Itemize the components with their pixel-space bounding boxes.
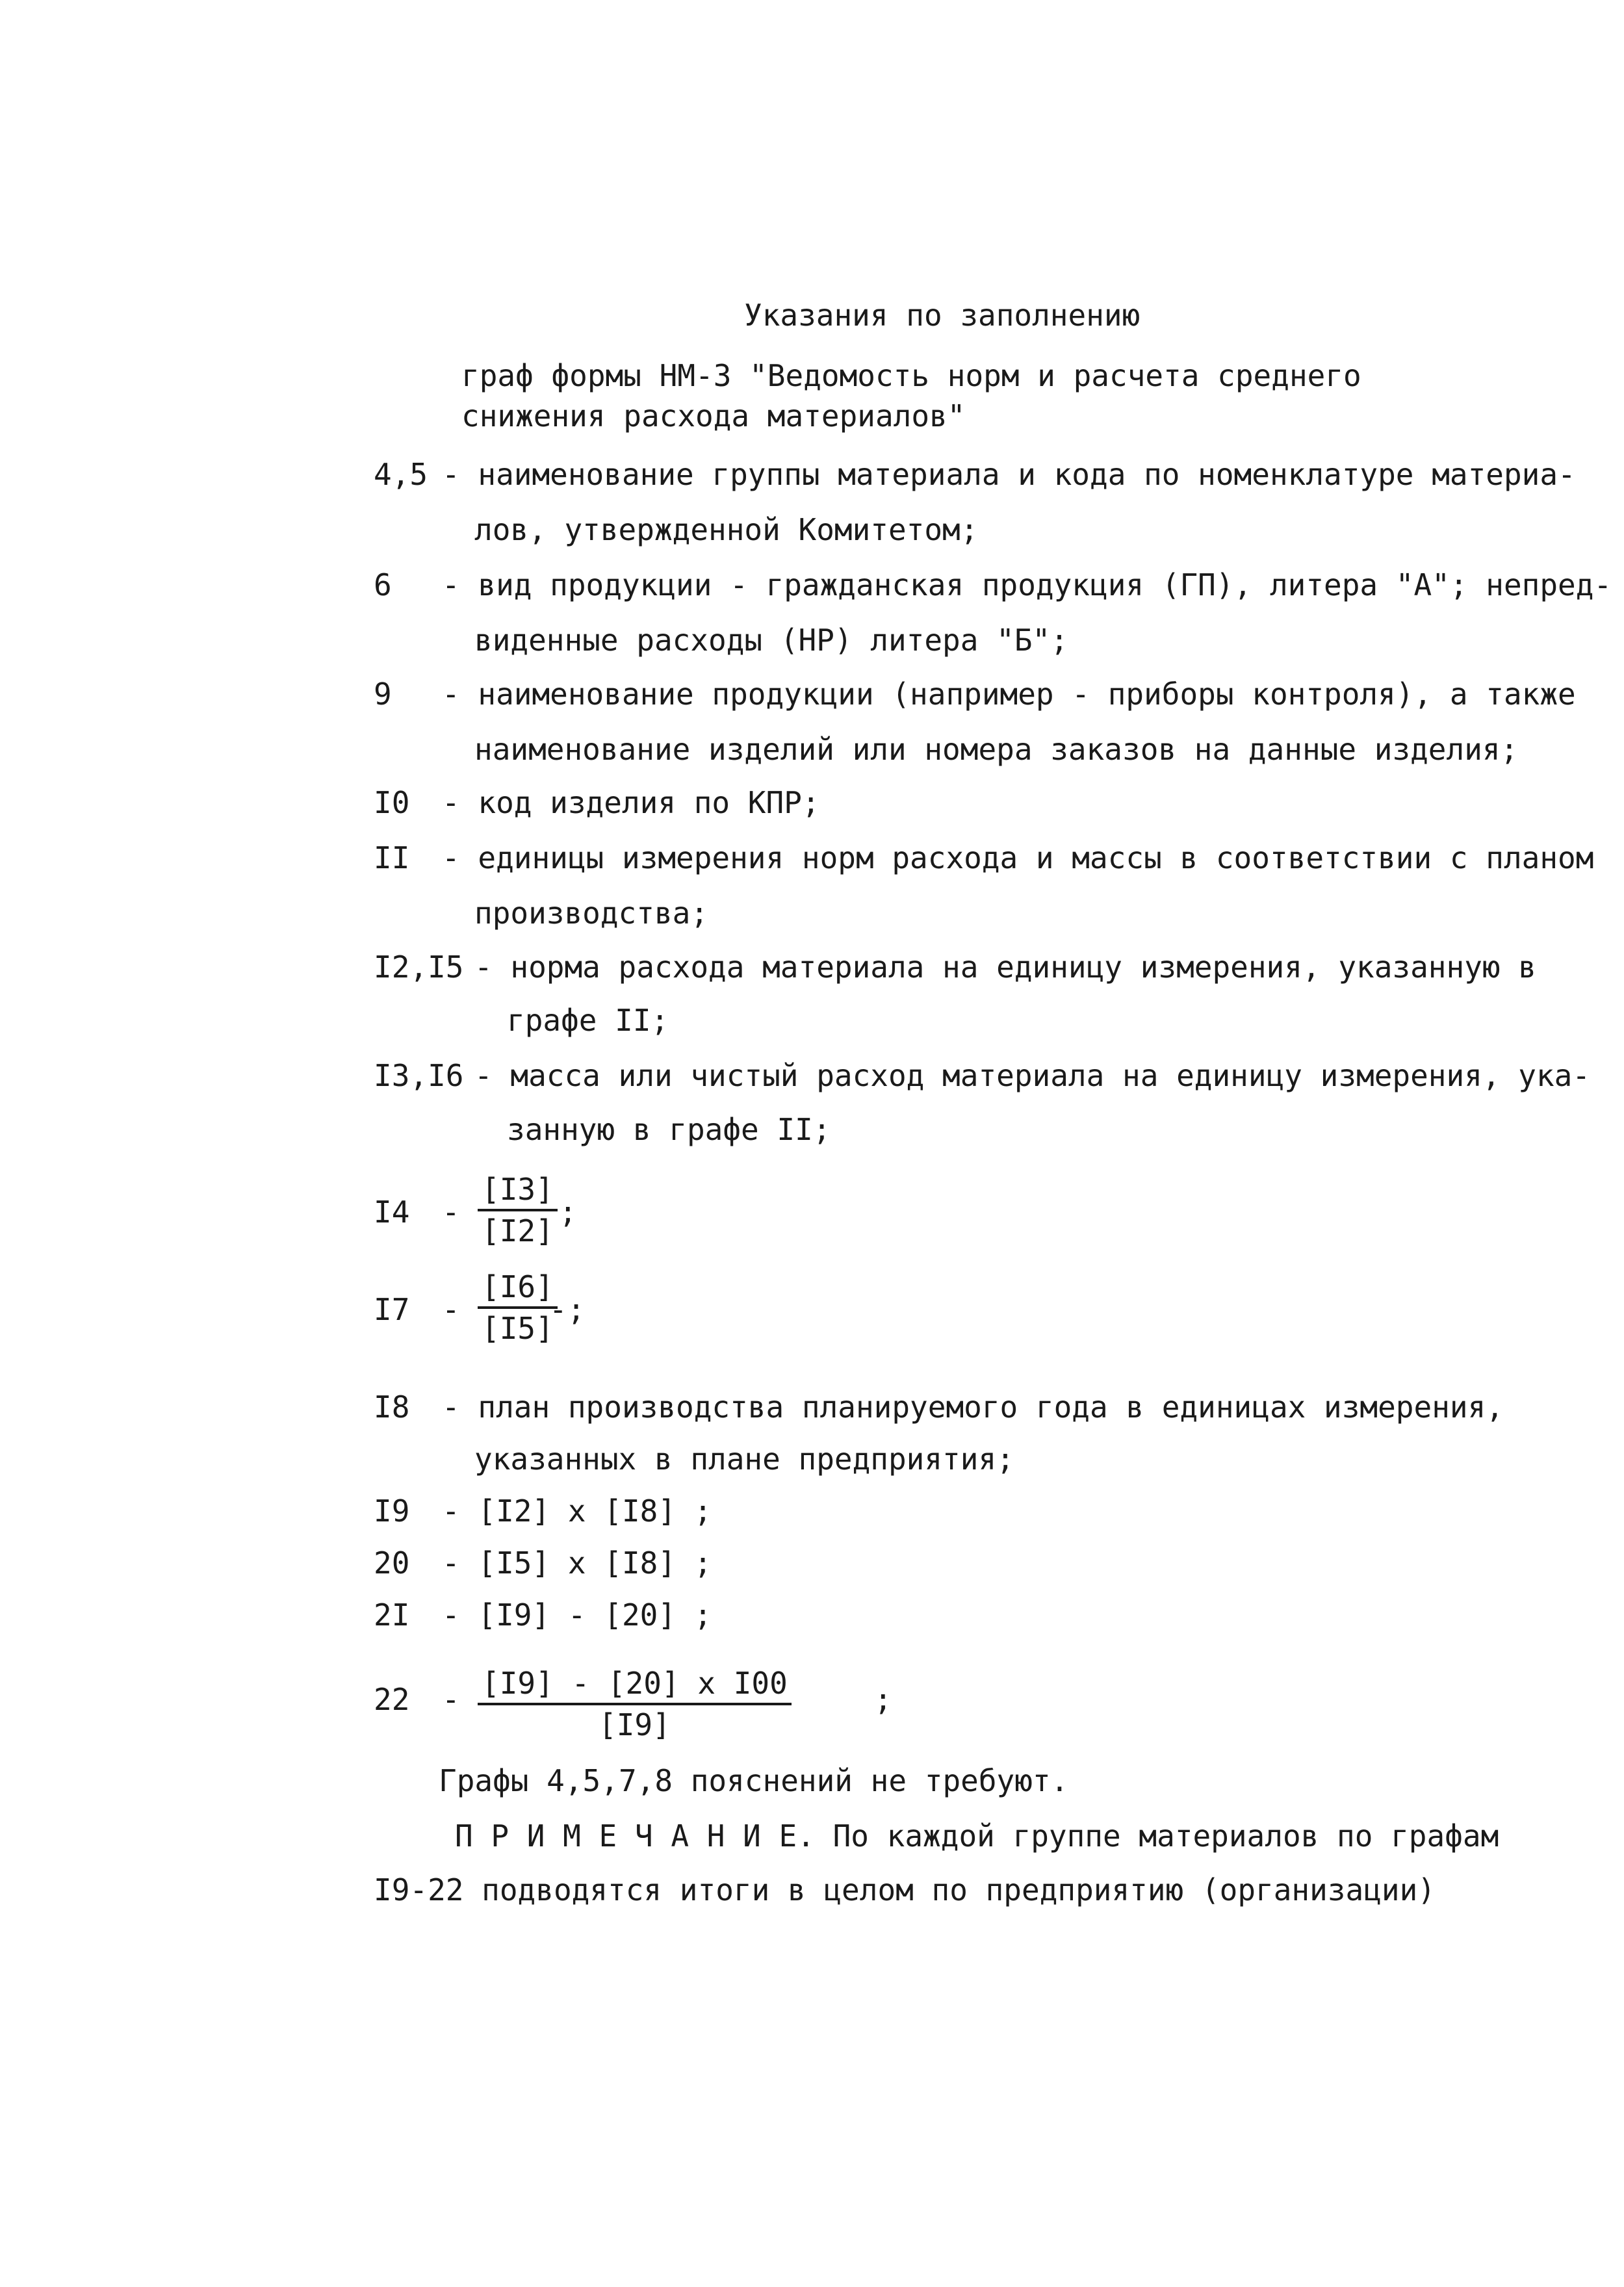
item-text: - план производства планируемого года в единицах измерения, xyxy=(442,1389,1504,1425)
item-num: I0 xyxy=(374,785,410,820)
formula-dash: - xyxy=(442,1292,460,1327)
formula-num: 2I xyxy=(374,1597,410,1633)
denominator: [I5] xyxy=(482,1311,554,1346)
item-text: - норма расхода материала на единицу измерения, указанную в xyxy=(474,950,1536,985)
item-num: 6 xyxy=(374,567,392,602)
item-text: - наименование продукции (например - приборы контроля), а также xyxy=(442,677,1576,712)
item-num: I3,I6 xyxy=(374,1058,464,1093)
numerator: [I6] xyxy=(478,1267,558,1309)
item-num: I2,I5 xyxy=(374,950,464,985)
fraction-i14 xyxy=(478,1170,558,1250)
formula-expr: - [I2] x [I8] ; xyxy=(442,1493,712,1529)
item-num: 9 xyxy=(374,677,392,712)
item-text: - код изделия по КПР; xyxy=(442,785,820,820)
page-title: Указания по заполнению xyxy=(744,298,1141,333)
formula-tail: ; xyxy=(874,1682,892,1717)
footer-note: I9-22 подводятся итоги в целом по предприятию (организации) xyxy=(374,1872,1436,1907)
footer-note: Графы 4,5,7,8 пояснений не требуют. xyxy=(439,1763,1069,1798)
formula-dash: - xyxy=(442,1195,460,1230)
item-text: указанных в плане предприятия; xyxy=(474,1441,1014,1477)
formula-num: 22 xyxy=(374,1682,410,1717)
formula-num: I9 xyxy=(374,1493,410,1529)
subtitle-line-1: граф формы НМ-3 "Ведомость норм и расчета среднего xyxy=(461,358,1361,393)
numerator: [I9] - [20] x I00 xyxy=(478,1664,792,1705)
item-text: - единицы измерения норм расхода и массы в соответствии с планом xyxy=(442,840,1594,875)
item-num: 4,5 xyxy=(374,457,428,492)
denominator: [I2] xyxy=(482,1213,554,1248)
item-text: наименование изделий или номера заказов на данные изделия; xyxy=(474,732,1519,767)
item-text: - вид продукции - гражданская продукция (ГП), литера "А"; непред- xyxy=(442,567,1612,602)
formula-num: 20 xyxy=(374,1545,410,1581)
formula-num: I7 xyxy=(374,1292,410,1327)
item-text: графе II; xyxy=(507,1003,669,1038)
formula-tail: ; xyxy=(559,1195,577,1230)
item-text: занную в графе II; xyxy=(507,1112,831,1147)
item-text: лов, утвержденной Комитетом; xyxy=(474,512,979,547)
denominator: [I9] xyxy=(599,1707,671,1742)
item-num: II xyxy=(374,840,410,875)
fraction-i17 xyxy=(478,1267,558,1348)
formula-tail: -; xyxy=(549,1292,586,1327)
numerator: [I3] xyxy=(478,1170,558,1211)
item-text: производства; xyxy=(474,896,709,931)
item-num: I8 xyxy=(374,1389,410,1425)
item-text: - масса или чистый расход материала на единицу измерения, ука- xyxy=(474,1058,1591,1093)
item-text: виденные расходы (НР) литера "Б"; xyxy=(474,623,1068,658)
subtitle-line-2: снижения расхода материалов" xyxy=(461,398,966,433)
formula-num: I4 xyxy=(374,1195,410,1230)
formula-expr: - [I9] - [20] ; xyxy=(442,1597,712,1633)
formula-dash: - xyxy=(442,1682,460,1717)
fraction-i22 xyxy=(478,1664,792,1744)
formula-expr: - [I5] x [I8] ; xyxy=(442,1545,712,1581)
item-text: - наименование группы материала и кода по номенклатуре материа- xyxy=(442,457,1576,492)
footer-note: П Р И М Е Ч А Н И Е. По каждой группе материалов по графам xyxy=(455,1818,1499,1854)
